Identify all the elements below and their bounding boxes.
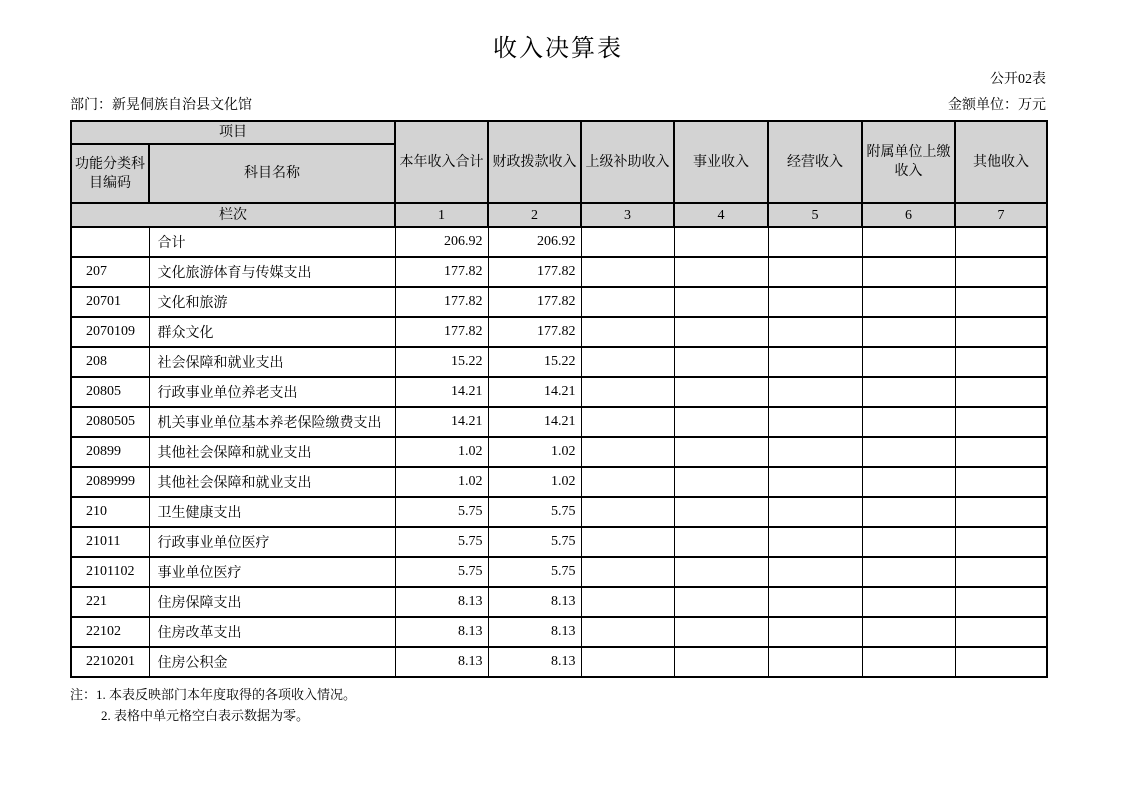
value-cell: 14.21 bbox=[395, 377, 488, 407]
value-cell bbox=[955, 647, 1047, 677]
subject-name-cell: 行政事业单位医疗 bbox=[149, 527, 395, 557]
table-row bbox=[71, 377, 1047, 407]
header-fiscal-allocation-income: 财政拨款收入 bbox=[488, 121, 581, 203]
value-cell bbox=[768, 437, 862, 467]
value-cell bbox=[862, 407, 955, 437]
unit-label: 金额单位：万元 bbox=[948, 98, 1046, 113]
value-cell bbox=[768, 617, 862, 647]
header-col-number: 3 bbox=[581, 203, 674, 227]
value-cell bbox=[862, 557, 955, 587]
value-cell bbox=[674, 497, 768, 527]
value-cell bbox=[768, 557, 862, 587]
code-cell bbox=[71, 227, 149, 257]
header-business-income: 事业收入 bbox=[674, 121, 768, 203]
table-row bbox=[71, 527, 1047, 557]
value-cell bbox=[955, 347, 1047, 377]
code-cell: 2101102 bbox=[71, 557, 149, 587]
header-superior-subsidy-income: 上级补助收入 bbox=[581, 121, 674, 203]
value-cell bbox=[768, 257, 862, 287]
code-cell: 20805 bbox=[71, 377, 149, 407]
value-cell: 8.13 bbox=[395, 647, 488, 677]
value-cell bbox=[581, 557, 674, 587]
value-cell bbox=[581, 257, 674, 287]
subject-name-cell: 事业单位医疗 bbox=[149, 557, 395, 587]
value-cell bbox=[768, 377, 862, 407]
value-cell bbox=[955, 557, 1047, 587]
value-cell bbox=[581, 467, 674, 497]
value-cell: 1.02 bbox=[395, 467, 488, 497]
value-cell bbox=[581, 347, 674, 377]
value-cell bbox=[955, 617, 1047, 647]
value-cell bbox=[768, 347, 862, 377]
table-row bbox=[71, 467, 1047, 497]
value-cell bbox=[581, 377, 674, 407]
note-line-1: 注：1. 本表反映部门本年度取得的各项收入情况。 bbox=[70, 687, 357, 702]
header-operating-income: 经营收入 bbox=[768, 121, 862, 203]
footnotes bbox=[70, 684, 1046, 726]
subject-name-cell: 其他社会保障和就业支出 bbox=[149, 467, 395, 497]
subject-name-cell: 群众文化 bbox=[149, 317, 395, 347]
table-row bbox=[71, 287, 1047, 317]
value-cell bbox=[862, 647, 955, 677]
subject-name-cell: 其他社会保障和就业支出 bbox=[149, 437, 395, 467]
subject-name-cell: 卫生健康支出 bbox=[149, 497, 395, 527]
table-row bbox=[71, 617, 1047, 647]
value-cell: 206.92 bbox=[395, 227, 488, 257]
value-cell: 14.21 bbox=[488, 377, 581, 407]
header-col-number: 4 bbox=[674, 203, 768, 227]
value-cell bbox=[674, 407, 768, 437]
value-cell bbox=[768, 497, 862, 527]
page-title: 收入决算表 bbox=[493, 36, 623, 62]
value-cell bbox=[674, 437, 768, 467]
subject-name-cell: 住房公积金 bbox=[149, 647, 395, 677]
value-cell bbox=[862, 437, 955, 467]
value-cell: 8.13 bbox=[488, 587, 581, 617]
table-row bbox=[71, 647, 1047, 677]
value-cell bbox=[955, 497, 1047, 527]
code-cell: 207 bbox=[71, 257, 149, 287]
value-cell bbox=[768, 587, 862, 617]
value-cell bbox=[955, 227, 1047, 257]
code-cell: 2070109 bbox=[71, 317, 149, 347]
value-cell bbox=[955, 407, 1047, 437]
header-col-number: 5 bbox=[768, 203, 862, 227]
value-cell bbox=[955, 437, 1047, 467]
value-cell bbox=[581, 287, 674, 317]
code-cell: 21011 bbox=[71, 527, 149, 557]
code-cell: 2210201 bbox=[71, 647, 149, 677]
value-cell bbox=[768, 287, 862, 317]
value-cell bbox=[768, 647, 862, 677]
code-cell: 20701 bbox=[71, 287, 149, 317]
subject-name-cell: 文化旅游体育与传媒支出 bbox=[149, 257, 395, 287]
value-cell: 14.21 bbox=[395, 407, 488, 437]
table-row bbox=[71, 437, 1047, 467]
value-cell bbox=[862, 527, 955, 557]
value-cell: 5.75 bbox=[488, 557, 581, 587]
value-cell bbox=[581, 317, 674, 347]
value-cell bbox=[862, 347, 955, 377]
value-cell: 5.75 bbox=[488, 497, 581, 527]
value-cell bbox=[674, 227, 768, 257]
subject-name-cell: 文化和旅游 bbox=[149, 287, 395, 317]
header-total-income: 本年收入合计 bbox=[395, 121, 488, 203]
code-cell: 221 bbox=[71, 587, 149, 617]
header-subsidiary-remit-income: 附属单位上缴收入 bbox=[862, 121, 955, 203]
value-cell bbox=[674, 257, 768, 287]
value-cell bbox=[955, 317, 1047, 347]
code-cell: 210 bbox=[71, 497, 149, 527]
table-header bbox=[71, 121, 1047, 227]
value-cell bbox=[768, 317, 862, 347]
value-cell: 8.13 bbox=[395, 617, 488, 647]
value-cell bbox=[862, 227, 955, 257]
value-cell bbox=[862, 617, 955, 647]
subject-name-cell: 机关事业单位基本养老保险缴费支出 bbox=[149, 407, 395, 437]
value-cell: 5.75 bbox=[395, 557, 488, 587]
table-row bbox=[71, 317, 1047, 347]
value-cell bbox=[581, 647, 674, 677]
value-cell bbox=[862, 377, 955, 407]
value-cell bbox=[862, 497, 955, 527]
header-col-number: 2 bbox=[488, 203, 581, 227]
value-cell bbox=[581, 587, 674, 617]
value-cell: 5.75 bbox=[488, 527, 581, 557]
value-cell bbox=[674, 527, 768, 557]
value-cell bbox=[862, 467, 955, 497]
value-cell: 15.22 bbox=[488, 347, 581, 377]
value-cell bbox=[862, 587, 955, 617]
value-cell: 206.92 bbox=[488, 227, 581, 257]
value-cell bbox=[581, 617, 674, 647]
value-cell bbox=[955, 287, 1047, 317]
meta-row bbox=[70, 97, 1046, 114]
code-cell: 20899 bbox=[71, 437, 149, 467]
table-row bbox=[71, 407, 1047, 437]
code-cell: 22102 bbox=[71, 617, 149, 647]
value-cell: 1.02 bbox=[488, 437, 581, 467]
table-row bbox=[71, 257, 1047, 287]
value-cell: 177.82 bbox=[488, 257, 581, 287]
value-cell bbox=[674, 347, 768, 377]
subject-name-cell: 住房保障支出 bbox=[149, 587, 395, 617]
subject-name-cell: 行政事业单位养老支出 bbox=[149, 377, 395, 407]
value-cell bbox=[581, 497, 674, 527]
value-cell bbox=[674, 587, 768, 617]
value-cell bbox=[862, 317, 955, 347]
value-cell: 1.02 bbox=[488, 467, 581, 497]
value-cell bbox=[862, 257, 955, 287]
table-row bbox=[71, 587, 1047, 617]
value-cell: 1.02 bbox=[395, 437, 488, 467]
code-cell: 208 bbox=[71, 347, 149, 377]
value-cell: 177.82 bbox=[488, 317, 581, 347]
table-code-label: 公开02表 bbox=[990, 72, 1046, 87]
subject-name-cell: 住房改革支出 bbox=[149, 617, 395, 647]
value-cell: 5.75 bbox=[395, 527, 488, 557]
value-cell: 177.82 bbox=[488, 287, 581, 317]
value-cell: 5.75 bbox=[395, 497, 488, 527]
value-cell bbox=[674, 617, 768, 647]
value-cell bbox=[674, 467, 768, 497]
value-cell: 177.82 bbox=[395, 287, 488, 317]
subject-name-cell: 合计 bbox=[149, 227, 395, 257]
header-row-index-label: 栏次 bbox=[71, 203, 395, 227]
department-label: 部门：新晃侗族自治县文化馆 bbox=[70, 98, 252, 113]
value-cell: 8.13 bbox=[395, 587, 488, 617]
header-col-number: 7 bbox=[955, 203, 1047, 227]
header-col-number: 1 bbox=[395, 203, 488, 227]
code-cell: 2080505 bbox=[71, 407, 149, 437]
code-cell: 2089999 bbox=[71, 467, 149, 497]
value-cell bbox=[955, 587, 1047, 617]
note-line-2: 2. 表格中单元格空白表示数据为零。 bbox=[101, 708, 310, 723]
header-other-income: 其他收入 bbox=[955, 121, 1047, 203]
value-cell bbox=[674, 557, 768, 587]
value-cell bbox=[768, 407, 862, 437]
value-cell bbox=[581, 527, 674, 557]
header-subject-name: 科目名称 bbox=[149, 144, 395, 203]
value-cell bbox=[768, 467, 862, 497]
value-cell bbox=[768, 527, 862, 557]
value-cell: 8.13 bbox=[488, 617, 581, 647]
value-cell bbox=[674, 647, 768, 677]
value-cell bbox=[674, 287, 768, 317]
value-cell bbox=[674, 317, 768, 347]
value-cell bbox=[862, 287, 955, 317]
table-body bbox=[71, 227, 1047, 677]
table-row bbox=[71, 347, 1047, 377]
header-col-number: 6 bbox=[862, 203, 955, 227]
value-cell bbox=[955, 467, 1047, 497]
table-row bbox=[71, 557, 1047, 587]
value-cell: 15.22 bbox=[395, 347, 488, 377]
header-function-code: 功能分类科目编码 bbox=[71, 144, 149, 203]
value-cell: 14.21 bbox=[488, 407, 581, 437]
value-cell bbox=[674, 377, 768, 407]
table-row bbox=[71, 497, 1047, 527]
value-cell bbox=[581, 407, 674, 437]
value-cell bbox=[955, 527, 1047, 557]
header-project: 项目 bbox=[71, 121, 395, 144]
value-cell: 177.82 bbox=[395, 257, 488, 287]
value-cell bbox=[581, 227, 674, 257]
subject-name-cell: 社会保障和就业支出 bbox=[149, 347, 395, 377]
table-row bbox=[71, 227, 1047, 257]
value-cell bbox=[581, 437, 674, 467]
value-cell: 177.82 bbox=[395, 317, 488, 347]
value-cell: 8.13 bbox=[488, 647, 581, 677]
value-cell bbox=[768, 227, 862, 257]
income-table bbox=[70, 120, 1048, 678]
value-cell bbox=[955, 377, 1047, 407]
value-cell bbox=[955, 257, 1047, 287]
